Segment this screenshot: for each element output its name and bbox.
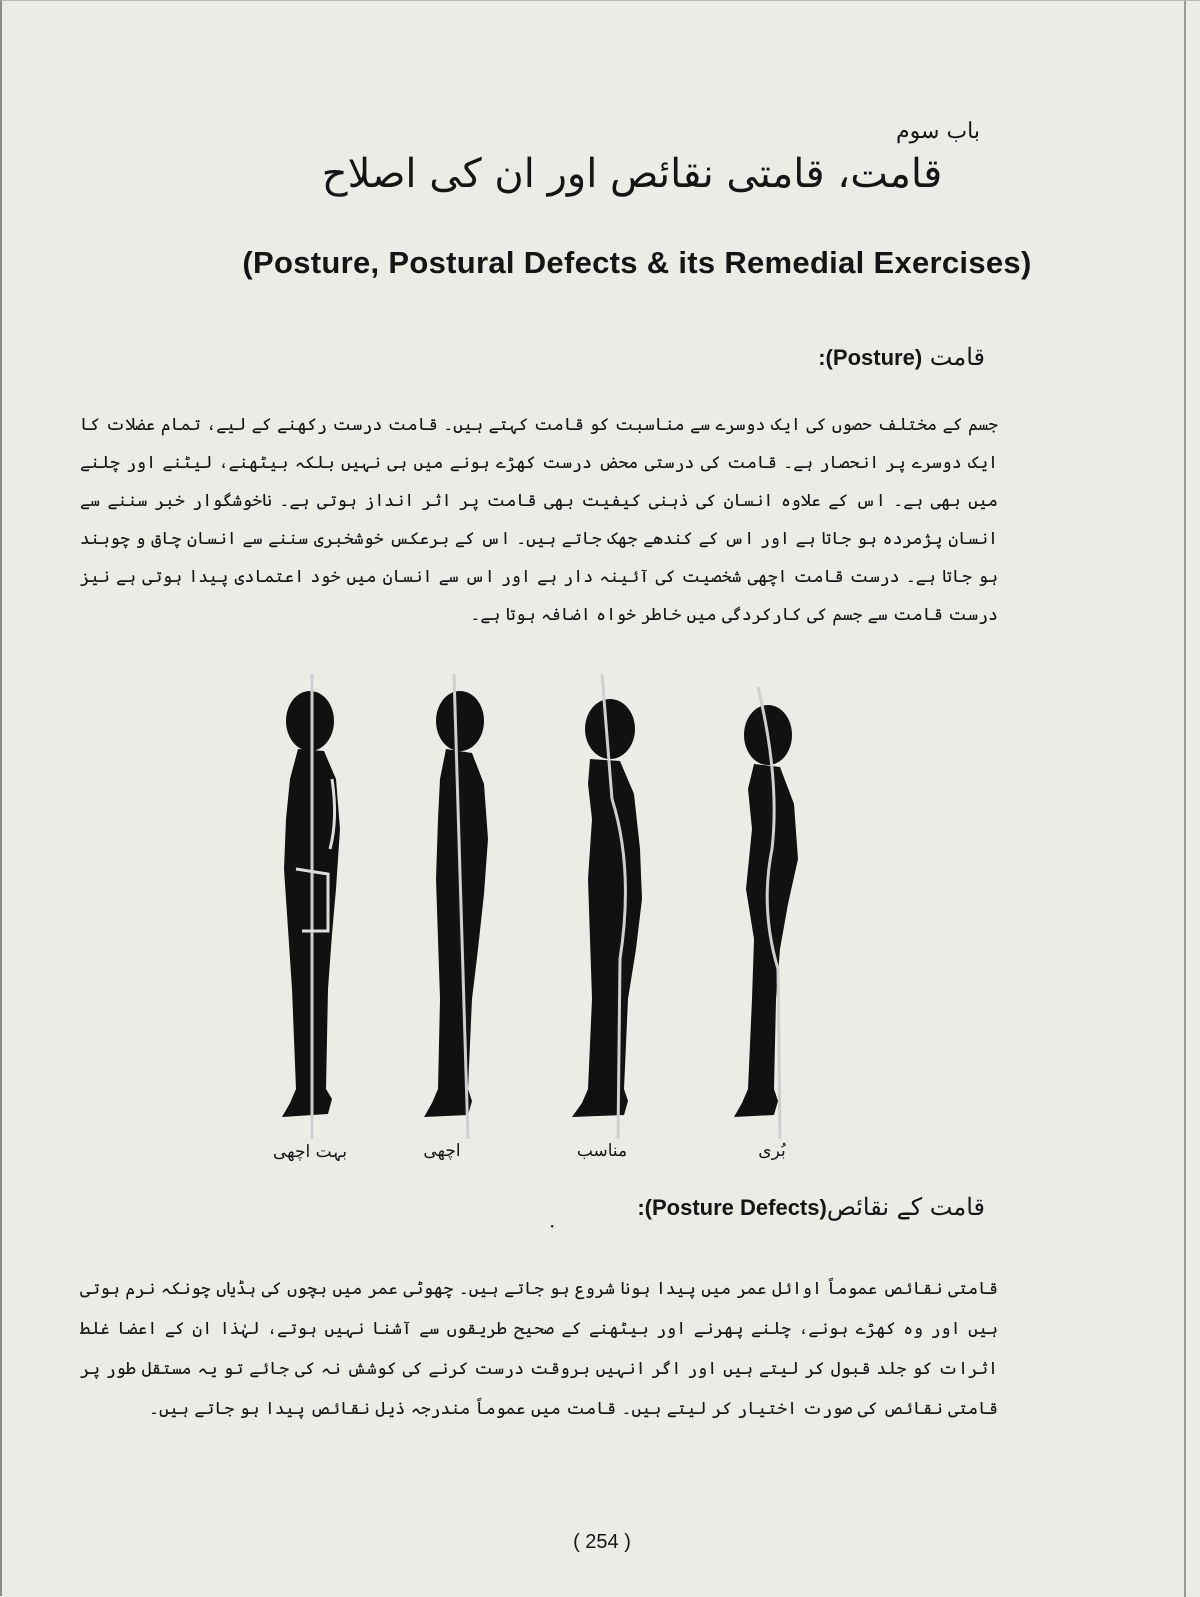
posture-defects-paragraph: قامتی نقائص عموماً اوائل عمر میں پیدا ہونا شروع ہو جاتے ہیں۔ چھوٹی عمر میں بچوں کی ہڈیاں چونکہ نرم ہوتی ہیں اور وہ کھڑے ہونے، چلنے پھرنے اور بیٹھنے کے صحیح طریقوں سے آشنا نہیں ہوتے، لہٰذا ان کے اعضا غلط اثرات کو جلد قبول کر لیتے ہیں اور اگر انہیں بروقت درست کرنے کی کوشش نہ کی جائے تو یہ مستقل طور پر قامتی نقائص کی صورت اختیار کر لیتے ہیں۔ قامت میں عموماً مندرجہ ذیل نقائص پیدا ہو جاتے ہیں۔ [80,1279,998,1419]
caption-poor: بُری [758,1141,786,1161]
section-heading-urdu: قامت [929,343,985,371]
posture-paragraph: جسم کے مختلف حصوں کی ایک دوسرے سے مناسبت کو قامت کہتے ہیں۔ قامت درست رکھنے کے لیے، تمام عضلات کا ایک دوسرے پر انحصار ہے۔ قامت کی درستی محض درست کھڑے ہونے میں ہی نہیں بلکہ بیٹھنے، لیٹنے اور چلنے میں بھی ہے۔ اس کے علاوہ انسان کی ذہنی کیفیت بھی قامت پر اثر انداز ہوتی ہے۔ ناخوشگوار خبر سننے سے انسان پژمردہ ہو جاتا ہے اور اس کے کندھے جھک جاتے ہیں۔ اس کے برعکس خوشخبری سننے سے انسان چاق و چوبند ہو جاتا ہے۔ درست قامت اچھی شخصیت کی آئینہ دار ہے اور اس سے انسان میں خود اعتمادی پیدا ہوتی ہے نیز درست قامت سے جسم کی کارکردگی میں خاطر خواہ اضافہ ہوتا ہے۔ [80,415,998,625]
section2-heading-urdu: قامت کے نقائص [826,1193,985,1221]
figure-very-good [282,674,340,1139]
section-heading-posture-defects [637,1193,985,1221]
section-heading-english: (Posture): [818,345,923,370]
section2-heading-english: (Posture Defects): [637,1195,827,1220]
figure-fair [572,674,642,1139]
chapter-label: باب سوم [896,119,980,144]
section-heading-posture [818,343,985,371]
page-title-english: (Posture, Postural Defects & its Remedial Exercises) [242,245,1032,280]
caption-fair: مناسب [576,1141,628,1161]
figure-good [424,674,488,1139]
bullet-dot: · [549,1214,556,1238]
page-title-urdu: قامت، قامتی نقائص اور ان کی اصلاح [321,151,943,197]
caption-very-good: بہت اچھی [272,1142,348,1162]
page-edge [1184,1,1186,1597]
figure-poor [734,687,798,1139]
page-number: ( 254 ) [573,1531,631,1553]
posture-figures-illustration [232,669,872,1179]
caption-good: اچھی [423,1141,461,1161]
